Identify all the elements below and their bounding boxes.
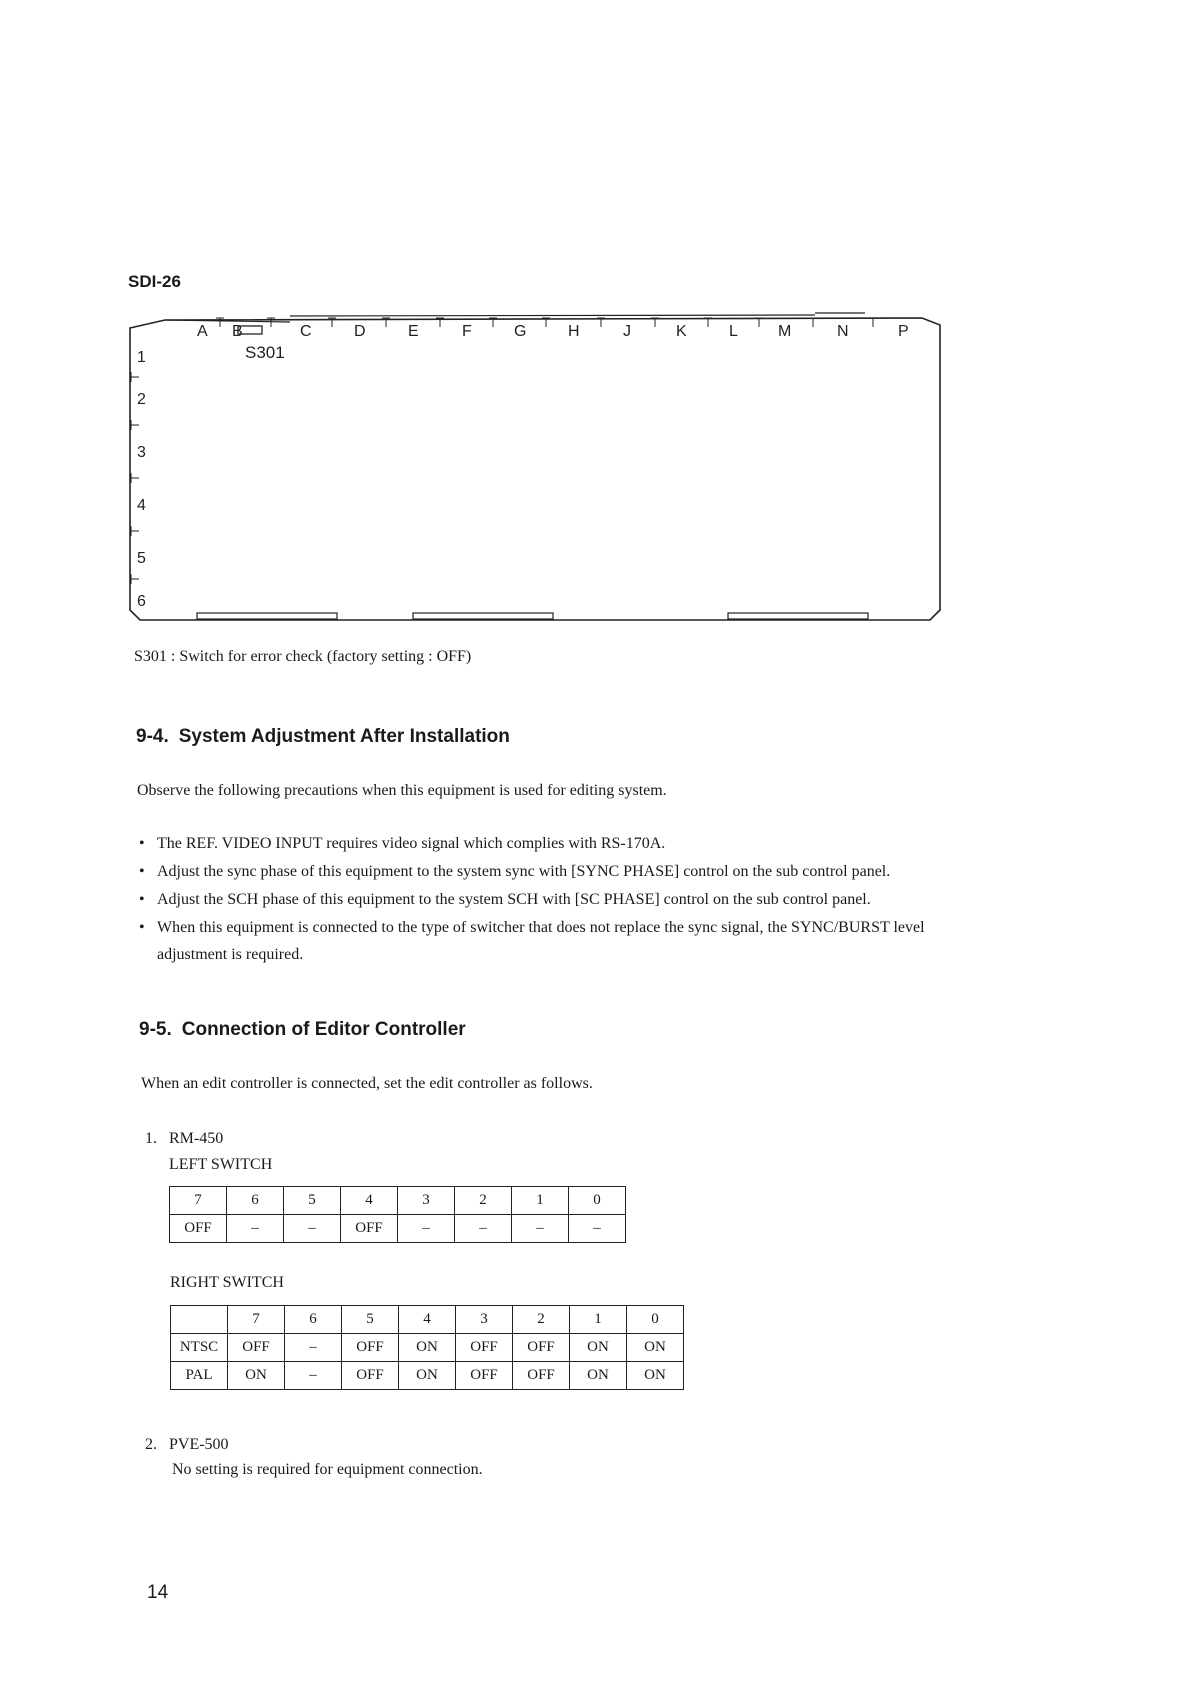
section-9-4-number: 9-4. <box>136 726 169 747</box>
list-item: • Adjust the sync phase of this equipment to the system sync with [SYNC PHASE] control on the sub control panel. <box>139 863 891 880</box>
left-switch-table <box>169 1186 626 1243</box>
board-column-label: J <box>623 323 631 340</box>
board-column-label: H <box>568 323 580 340</box>
board-column-label: N <box>837 323 849 340</box>
board-row-divider <box>131 420 139 430</box>
item-1-number: 1. <box>145 1130 157 1147</box>
section-9-5-title: Connection of Editor Controller <box>181 1019 466 1040</box>
item-2 <box>145 1436 229 1454</box>
table-row: NTSC OFF – OFF ON OFF OFF ON ON <box>171 1334 684 1362</box>
board-row-label: 5 <box>137 550 146 567</box>
page-number: 14 <box>147 1582 169 1603</box>
left-switch-label: LEFT SWITCH <box>169 1156 273 1173</box>
board-row-divider <box>131 473 139 483</box>
board-row-label: 2 <box>137 391 146 408</box>
board-column-label: D <box>354 323 366 340</box>
item-2-number: 2. <box>145 1436 157 1453</box>
precautions-list <box>137 834 957 976</box>
right-switch-label: RIGHT SWITCH <box>170 1274 284 1291</box>
board-row-divider <box>131 372 139 382</box>
list-item: • When this equipment is connected to the type of switcher that does not replace the sync signal, the SYNC/BURST level adjustment is required. <box>139 919 925 963</box>
board-column-label: P <box>898 323 909 340</box>
board-title: SDI-26 <box>128 272 181 291</box>
table-row: OFF – – OFF – – – – <box>170 1215 626 1243</box>
board-row-label: 6 <box>137 593 146 610</box>
board-column-label: A <box>197 323 208 340</box>
table-row: 7 6 5 4 3 2 1 0 <box>171 1306 684 1334</box>
board-row-divider <box>131 526 139 536</box>
board-column-label: L <box>729 323 738 340</box>
board-column-divider <box>755 318 763 327</box>
bottom-connector-3 <box>728 613 868 619</box>
board-column-label: E <box>408 323 419 340</box>
board-column-divider <box>809 318 817 327</box>
item-1-name: RM-450 <box>169 1130 224 1147</box>
section-9-4-title: System Adjustment After Installation <box>178 726 510 747</box>
item-2-description: No setting is required for equipment connection. <box>172 1461 483 1478</box>
right-switch-table <box>170 1305 684 1390</box>
board-column-label: C <box>300 323 312 340</box>
bottom-connector-2 <box>413 613 553 619</box>
item-1 <box>145 1130 223 1148</box>
board-outline <box>130 318 940 620</box>
board-column-label: K <box>676 323 687 340</box>
section-9-5-heading <box>139 1019 466 1041</box>
section-9-4-heading <box>136 726 510 748</box>
list-item: • Adjust the SCH phase of this equipment to the system SCH with [SC PHASE] control on the sub control panel. <box>139 891 871 908</box>
bottom-connector-1 <box>197 613 337 619</box>
board-caption: S301 : Switch for error check (factory setting : OFF) <box>134 648 472 665</box>
item-2-name: PVE-500 <box>169 1436 229 1453</box>
board-column-label: M <box>778 323 792 340</box>
table-row: 7 6 5 4 3 2 1 0 <box>170 1187 626 1215</box>
board-row-label: 4 <box>137 497 146 514</box>
section-9-4-intro: Observe the following precautions when this equipment is used for editing system. <box>137 782 667 799</box>
board-row-label: 1 <box>137 349 146 366</box>
board-diagram <box>125 300 955 625</box>
board-column-divider <box>869 318 877 327</box>
board-column-label: G <box>514 323 527 340</box>
section-9-5-intro: When an edit controller is connected, set the edit controller as follows. <box>141 1075 593 1092</box>
list-item: • The REF. VIDEO INPUT requires video signal which complies with RS-170A. <box>139 835 666 852</box>
table-row: PAL ON – OFF ON OFF OFF ON ON <box>171 1362 684 1390</box>
section-9-5-number: 9-5. <box>139 1019 172 1040</box>
board-row-label: 3 <box>137 444 146 461</box>
board-row-divider <box>131 574 139 584</box>
switch-s301-label: S301 <box>245 343 285 362</box>
board-column-label: B <box>232 323 243 340</box>
board-column-label: F <box>462 323 472 340</box>
